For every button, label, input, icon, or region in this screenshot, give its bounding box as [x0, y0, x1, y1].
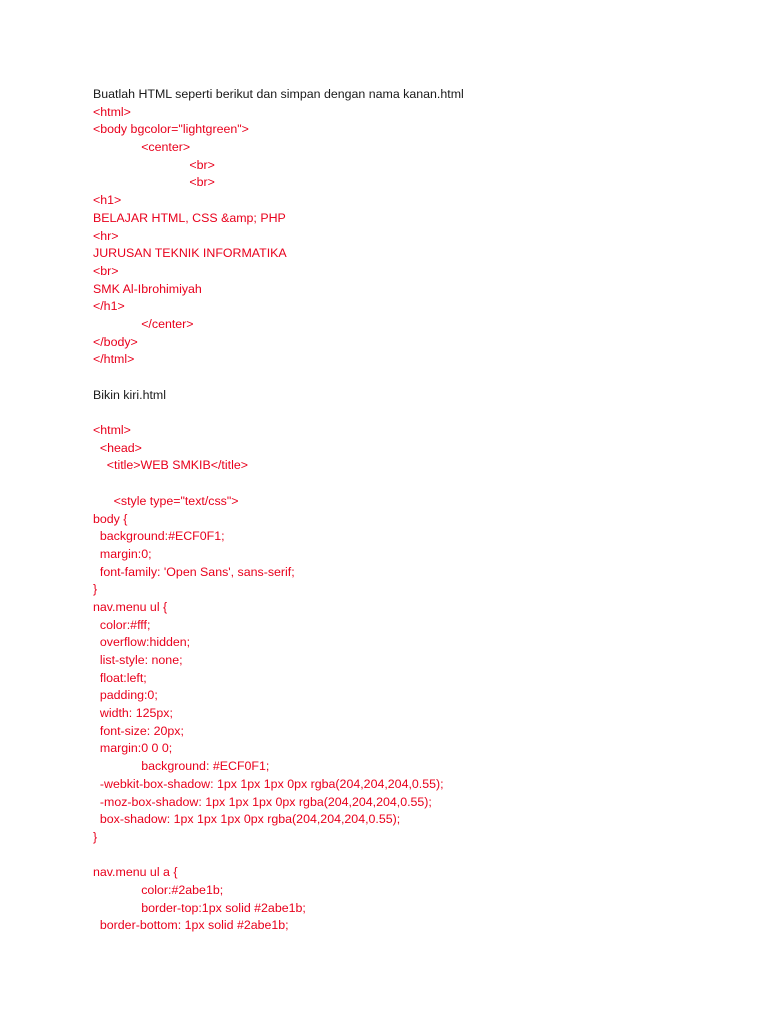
- document-body: [93, 86, 733, 935]
- code-line: background:#ECF0F1;: [93, 529, 225, 544]
- code-line: }: [93, 582, 98, 597]
- code-line: overflow:hidden;: [93, 635, 191, 650]
- code-line: </body>: [93, 334, 138, 349]
- code-line: nav.menu ul a {: [93, 865, 178, 880]
- instruction-text: Buatlah HTML seperti berikut dan simpan dengan nama kanan.html: [93, 87, 464, 101]
- code-line: nav.menu ul {: [93, 599, 168, 614]
- code-line: </h1>: [93, 299, 125, 314]
- code-line: BELAJAR HTML, CSS &amp; PHP: [93, 210, 286, 225]
- code-line: border-top:1px solid #2abe1b;: [93, 900, 306, 915]
- code-line: <style type="text/css">: [93, 493, 239, 508]
- code-line: float:left;: [93, 670, 147, 685]
- code-line: list-style: none;: [93, 653, 183, 667]
- code-line: -moz-box-shadow: 1px 1px 1px 0px rgba(204,204,204,0.55);: [93, 794, 432, 809]
- code-line: font-family: 'Open Sans', sans-serif;: [93, 564, 295, 579]
- code-line: <html>: [93, 104, 131, 119]
- code-line: <title>WEB SMKIB</title>: [93, 458, 248, 473]
- code-line: <br>: [93, 157, 215, 172]
- code-line: SMK Al-Ibrohimiyah: [93, 281, 202, 296]
- code-line: width: 125px;: [93, 706, 173, 721]
- code-line: color:#fff;: [93, 617, 151, 632]
- code-line: padding:0;: [93, 688, 158, 703]
- blank-line: [93, 369, 733, 387]
- code-line: <center>: [93, 140, 191, 155]
- code-line: box-shadow: 1px 1px 1px 0px rgba(204,204,204,0.55);: [93, 812, 401, 827]
- blank-line: [93, 475, 733, 493]
- code-line: <html>: [93, 423, 131, 438]
- code-line: <head>: [93, 440, 142, 455]
- code-line: margin:0;: [93, 546, 152, 561]
- code-line: </center>: [93, 316, 194, 331]
- code-line: body {: [93, 511, 128, 526]
- code-line: <hr>: [93, 228, 119, 243]
- code-line: -webkit-box-shadow: 1px 1px 1px 0px rgba(204,204,204,0.55);: [93, 776, 444, 791]
- code-line: <br>: [93, 263, 119, 278]
- instruction-text: Bikin kiri.html: [93, 387, 166, 402]
- code-line: border-bottom: 1px solid #2abe1b;: [93, 918, 289, 933]
- code-line: }: [93, 829, 98, 844]
- code-line: <br>: [93, 175, 215, 190]
- code-line: background: #ECF0F1;: [93, 759, 270, 774]
- blank-line: [93, 404, 733, 422]
- code-line: </html>: [93, 352, 135, 367]
- code-line: JURUSAN TEKNIK INFORMATIKA: [93, 246, 287, 261]
- code-line: <body bgcolor="lightgreen">: [93, 122, 249, 137]
- code-line: margin:0 0 0;: [93, 741, 173, 756]
- code-line: <h1>: [93, 193, 122, 208]
- code-line: font-size: 20px;: [93, 723, 184, 738]
- blank-line: [93, 847, 733, 865]
- code-line: color:#2abe1b;: [93, 882, 224, 897]
